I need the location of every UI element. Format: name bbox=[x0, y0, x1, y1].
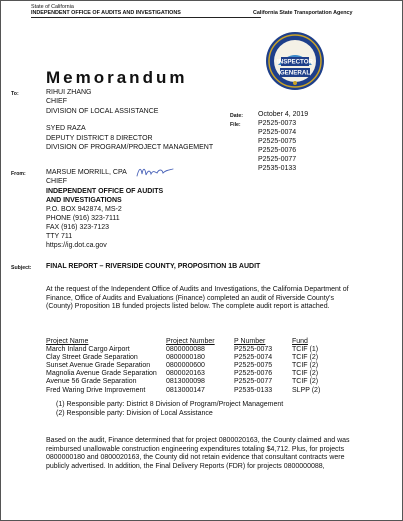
agency-name: California State Transportation Agency bbox=[253, 10, 353, 16]
column-header: P Number bbox=[234, 338, 266, 345]
sender-title: CHIEF bbox=[46, 178, 67, 185]
inspector-general-seal-icon bbox=[265, 31, 325, 91]
project-name: Clay Street Grade Separation bbox=[46, 354, 138, 362]
sender-website: https://ig.dot.ca.gov bbox=[46, 242, 107, 249]
findings-paragraph: Based on the audit, Finance determined that for project 0800020163, the County claimed and was reimbursed unallowable construction engineering expenditures totaling $4,712. Plus, for projects 0800000180 and 0800020163, the County did not retain evidence that consultant contracts were publicly advertised. In addition, the Final Delivery Reports (FDR) for projects 0800000088, bbox=[46, 437, 350, 470]
recipient2-title: DEPUTY DISTRICT 8 DIRECTOR bbox=[46, 135, 153, 142]
fund: TCIF (1) bbox=[292, 346, 319, 354]
table-row bbox=[46, 362, 332, 370]
table-row bbox=[46, 354, 332, 362]
project-number: 0800000088 bbox=[166, 346, 205, 354]
column-header: Project Name bbox=[46, 338, 89, 345]
project-name: Sunset Avenue Grade Separation bbox=[46, 362, 151, 370]
project-name: Avenue 56 Grade Separation bbox=[46, 378, 137, 386]
file-label: File: bbox=[230, 122, 241, 128]
file-number: P2525-0074 bbox=[258, 129, 297, 136]
file-number: P2535-0133 bbox=[258, 165, 297, 172]
subject-label: Subject: bbox=[11, 265, 32, 271]
fund: TCIF (2) bbox=[292, 362, 319, 370]
seal-text-top: INSPECTOR bbox=[277, 58, 313, 66]
file-number: P2525-0077 bbox=[258, 156, 297, 163]
table-row bbox=[46, 378, 332, 386]
date-value: October 4, 2019 bbox=[258, 111, 309, 118]
header-rule bbox=[31, 17, 261, 18]
project-name: Fred Waring Drive Improvement bbox=[46, 386, 146, 394]
recipient1-division: DIVISION OF LOCAL ASSISTANCE bbox=[46, 108, 159, 115]
projects-table bbox=[46, 338, 332, 395]
project-number: 0800020163 bbox=[166, 370, 205, 378]
p-number: P2525-0075 bbox=[234, 362, 273, 370]
p-number: P2525-0076 bbox=[234, 370, 273, 378]
file-number: P2525-0076 bbox=[258, 147, 297, 154]
p-number: P2525-0074 bbox=[234, 354, 273, 362]
fund: TCIF (2) bbox=[292, 370, 319, 378]
file-number: P2525-0075 bbox=[258, 138, 297, 145]
sender-fax: FAX (916) 323-7123 bbox=[46, 224, 110, 231]
table-row bbox=[46, 387, 332, 395]
from-label: From: bbox=[11, 171, 26, 177]
responsible-party-note: (1) Responsible party: District 8 Division of Program/Project Management bbox=[56, 401, 284, 408]
state-label: State of California bbox=[31, 4, 74, 10]
column-header: Project Number bbox=[166, 338, 215, 345]
fund: TCIF (2) bbox=[292, 354, 319, 362]
subject-line: FINAL REPORT – RIVERSIDE COUNTY, PROPOSITION 1B AUDIT bbox=[46, 263, 261, 270]
sender-name: MARSUE MORRILL, CPA bbox=[46, 169, 127, 176]
p-number: P2525-0073 bbox=[234, 346, 273, 354]
recipient1-title: CHIEF bbox=[46, 98, 67, 105]
project-number: 0800000600 bbox=[166, 362, 205, 370]
file-number: P2525-0073 bbox=[258, 120, 297, 127]
sender-phone: PHONE (916) 323-7111 bbox=[46, 215, 120, 222]
table-row bbox=[46, 370, 332, 378]
recipient2-division: DIVISION OF PROGRAM/PROJECT MANAGEMENT bbox=[46, 144, 214, 151]
fund: SLPP (2) bbox=[292, 386, 321, 394]
project-name: March Inland Cargo Airport bbox=[46, 346, 130, 354]
sender-office-line2: AND INVESTIGATIONS bbox=[46, 197, 122, 204]
column-header: Fund bbox=[292, 338, 308, 345]
sender-address: P.O. BOX 942874, MS-2 bbox=[46, 206, 122, 213]
office-name: INDEPENDENT OFFICE OF AUDITS AND INVESTIGATIONS bbox=[31, 10, 181, 16]
to-label: To: bbox=[11, 91, 19, 97]
project-name: Magnolia Avenue Grade Separation bbox=[46, 370, 157, 378]
p-number: P2535-0133 bbox=[234, 386, 273, 394]
sender-tty: TTY 711 bbox=[46, 233, 73, 240]
recipient1-name: RIHUI ZHANG bbox=[46, 89, 92, 96]
memo-title: Memorandum bbox=[46, 68, 188, 87]
recipient2-name: SYED RAZA bbox=[46, 125, 86, 132]
sender-office-line1: INDEPENDENT OFFICE OF AUDITS bbox=[46, 188, 164, 195]
project-number: 0813000147 bbox=[166, 386, 205, 394]
fund: TCIF (2) bbox=[292, 378, 319, 386]
intro-paragraph: At the request of the Independent Office of Audits and Investigations, the California Department of Finance, Office of Audits and Evaluations (Finance) completed an audit of Riverside County's (County) Proposition 1B funded projects listed below. The complete audit report is attached. bbox=[46, 286, 349, 311]
p-number: P2525-0077 bbox=[234, 378, 273, 386]
project-number: 0800000180 bbox=[166, 354, 205, 362]
project-number: 0813000098 bbox=[166, 378, 205, 386]
date-label: Date: bbox=[230, 113, 243, 119]
seal-text-bottom: GENERAL bbox=[279, 69, 311, 77]
table-row bbox=[46, 346, 332, 354]
table-header-row bbox=[46, 338, 332, 346]
responsible-party-note: (2) Responsible party: Division of Local Assistance bbox=[56, 410, 213, 417]
signature bbox=[135, 164, 175, 185]
